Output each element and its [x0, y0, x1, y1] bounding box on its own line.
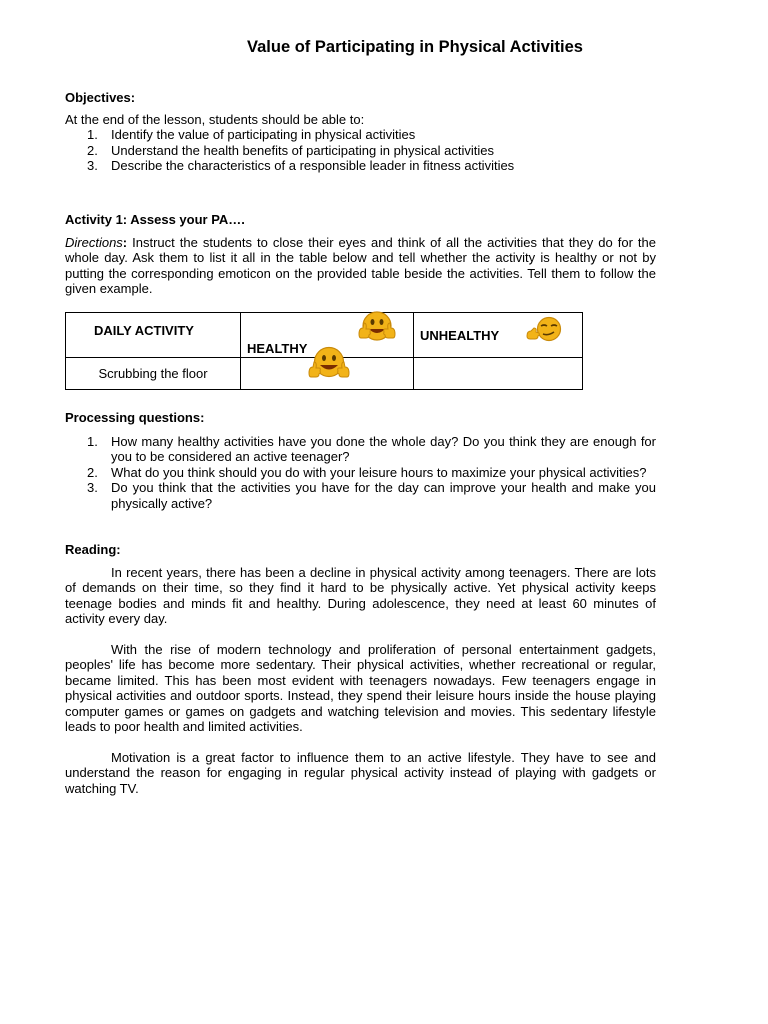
list-item: 3. Describe the characteristics of a responsible leader in fitness activities: [87, 158, 515, 173]
activity-section: [65, 212, 656, 297]
table-cell: [414, 358, 583, 390]
processing-section: [65, 410, 656, 511]
column-header: DAILY ACTIVITY: [66, 313, 241, 358]
objectives-heading: Objectives:: [65, 90, 136, 105]
column-header: UNHEALTHY: [414, 313, 583, 358]
reading-paragraph: Motivation is a great factor to influence them to an active lifestyle. They have to see and understand the reason for engaging in regular physical activity instead of playing with gadgets or watching TV.: [65, 749, 656, 796]
processing-list: [65, 434, 656, 512]
smirk-smiley-icon: [524, 316, 564, 344]
directions-label: Directions: [65, 234, 123, 250]
reading-paragraph: With the rise of modern technology and proliferation of personal entertainment gadgets, peoples' life has become more sedentary. Their physical activities, whether recreational or regular, became limited. This has been most evident with teenagers nowadays. Few teenagers engage in physical activities and outdoor sports. Instead, they spend their leisure hours inside the house playing computer games or games on gadgets and watching television and movies. This sedentary lifestyle leads to poor health and limited activities.: [65, 641, 656, 734]
table-cell: Scrubbing the floor: [66, 358, 241, 390]
processing-heading: Processing questions:: [65, 410, 205, 425]
list-item: 1. How many healthy activities have you done the whole day? Do you think they are enough for you to be considered an active teenager?: [87, 433, 656, 464]
objectives-intro: At the end of the lesson, students should be able to:: [65, 111, 365, 127]
reading-section: [65, 542, 656, 796]
list-item: 3. Do you think that the activities you have for the day can improve your health and make you physically active?: [87, 480, 656, 511]
list-item: 2. Understand the health benefits of participating in physical activities: [87, 142, 494, 158]
thumbs-up-smiley-icon: [306, 346, 352, 384]
activity-heading: Activity 1: Assess your PA….: [65, 212, 245, 227]
objectives-section: [65, 90, 656, 174]
list-item: 2. What do you think should you do with your leisure hours to maximize your physical activities?: [87, 464, 647, 480]
thumbs-up-smiley-icon: [356, 310, 398, 346]
reading-paragraph: In recent years, there has been a decline in physical activity among teenagers. There are lots of demands on their time, so they find it hard to be physically active. Yet physical activity keeps teenage bodies and minds fit and healthy. During adolescence, they need at least 60 minutes of activity every day.: [65, 564, 656, 626]
reading-heading: Reading:: [65, 542, 121, 557]
list-item: 1. Identify the value of participating in physical activities: [87, 127, 416, 142]
page-title: Value of Participating in Physical Activities: [247, 38, 583, 56]
column-header: HEALTHY: [241, 313, 414, 358]
activity-directions: Directions: Instruct the students to close their eyes and think of all the activities that they do for the whole day. Ask them to list it all in the table below and tell whether the activity is healthy or not by putting the corresponding emoticon on the provided table beside the activities. Tell them to follow the given example.: [65, 234, 656, 296]
objectives-list: [65, 127, 656, 174]
